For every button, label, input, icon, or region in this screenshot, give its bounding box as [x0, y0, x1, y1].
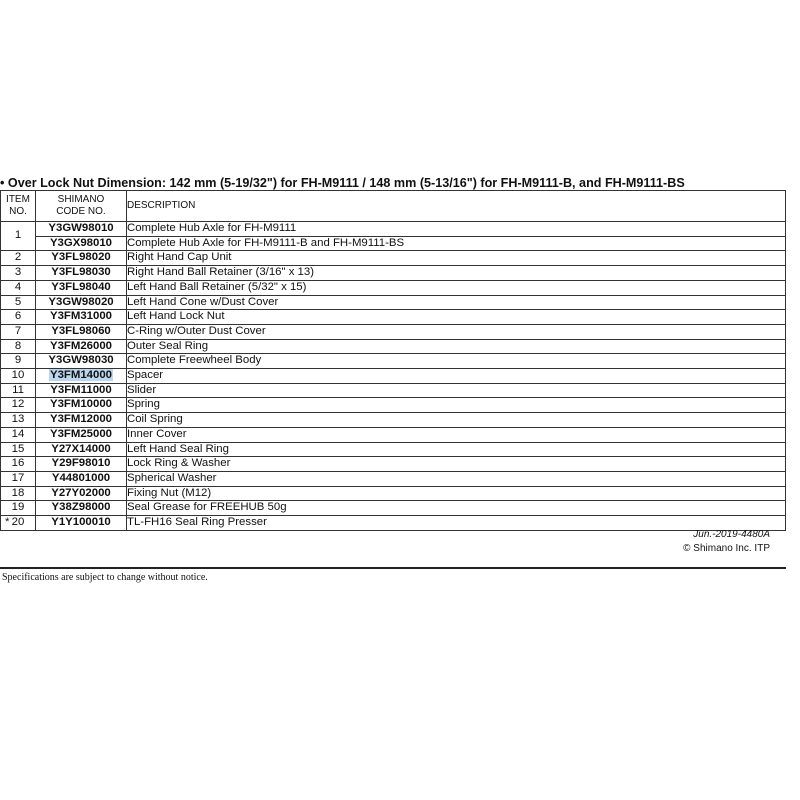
shimano-code — [36, 339, 127, 354]
item-number — [1, 471, 36, 486]
shimano-code-text: Y3FM25000 — [49, 427, 113, 440]
header-description: DESCRIPTION — [127, 191, 786, 222]
header-code-line1: SHIMANO — [57, 194, 105, 205]
shimano-code-text: Y3GX98010 — [49, 236, 113, 249]
table-row — [1, 383, 786, 398]
item-number — [1, 324, 36, 339]
shimano-code-text: Y3FM11000 — [50, 383, 112, 396]
shimano-code-text: Y3FM12000 — [49, 413, 113, 426]
part-description: Left Hand Cone w/Dust Cover — [127, 295, 786, 310]
shimano-code — [36, 354, 127, 369]
item-number — [1, 369, 36, 384]
shimano-code — [36, 251, 127, 266]
part-description: Left Hand Seal Ring — [127, 442, 786, 457]
specifications-notice: Specifications are subject to change without notice. — [2, 572, 208, 583]
part-description: Right Hand Cap Unit — [127, 251, 786, 266]
item-number — [1, 280, 36, 295]
item-number — [1, 501, 36, 516]
shimano-code — [36, 369, 127, 384]
shimano-code-text: Y27X14000 — [51, 442, 111, 455]
shimano-code — [36, 398, 127, 413]
shimano-code-text: Y27Y02000 — [51, 486, 111, 499]
part-description: Right Hand Ball Retainer (3/16" x 13) — [127, 266, 786, 281]
shimano-code-text: Y3GW98020 — [48, 295, 114, 308]
part-description: C-Ring w/Outer Dust Cover — [127, 324, 786, 339]
shimano-code — [36, 457, 127, 472]
table-row — [1, 354, 786, 369]
table-row — [1, 236, 786, 251]
parts-table — [0, 190, 786, 531]
shimano-code — [36, 486, 127, 501]
shimano-code — [36, 310, 127, 325]
table-row — [1, 486, 786, 501]
table-row — [1, 369, 786, 384]
item-number-text: 10 — [11, 369, 25, 382]
shimano-code-text: Y3FL98040 — [51, 280, 111, 293]
table-row — [1, 266, 786, 281]
shimano-code-text: Y44801000 — [51, 471, 111, 484]
item-number — [1, 442, 36, 457]
shimano-code-text: Y29F98010 — [51, 457, 111, 470]
shimano-code-text: Y3FM10000 — [49, 398, 113, 411]
item-number-text: 4 — [14, 280, 22, 293]
table-row — [1, 398, 786, 413]
shimano-code-text: Y3FM14000 — [49, 369, 113, 382]
table-row — [1, 457, 786, 472]
part-description: Inner Cover — [127, 427, 786, 442]
shimano-code-text: Y3GW98030 — [48, 354, 114, 367]
table-row — [1, 427, 786, 442]
part-description: Spring — [127, 398, 786, 413]
item-number-text: 5 — [14, 295, 22, 308]
part-description: Outer Seal Ring — [127, 339, 786, 354]
footer-divider — [0, 567, 786, 569]
table-row — [1, 280, 786, 295]
shimano-code — [36, 471, 127, 486]
item-number-text: 16 — [11, 457, 25, 470]
table-row — [1, 222, 786, 237]
part-description: Complete Hub Axle for FH-M9111-B and FH-M9111-BS — [127, 236, 786, 251]
shimano-code-text: Y3FL98060 — [51, 324, 111, 337]
table-header-row — [1, 191, 786, 222]
shimano-code — [36, 383, 127, 398]
item-number-text: 15 — [11, 442, 25, 455]
parts-table-body — [1, 222, 786, 531]
item-number-text: 7 — [14, 324, 22, 337]
shimano-code — [36, 442, 127, 457]
part-description: Fixing Nut (M12) — [127, 486, 786, 501]
shimano-code-text: Y3GW98010 — [48, 222, 114, 234]
shimano-code — [36, 280, 127, 295]
item-number — [1, 310, 36, 325]
table-row — [1, 295, 786, 310]
item-number-text: 11 — [12, 383, 24, 396]
header-code-no — [36, 191, 127, 222]
item-number — [1, 457, 36, 472]
table-row — [1, 251, 786, 266]
shimano-code — [36, 427, 127, 442]
item-number-text: 19 — [11, 501, 25, 514]
shimano-code-text: Y3FM31000 — [49, 310, 113, 323]
item-number-text: 12 — [11, 398, 25, 411]
table-row — [1, 310, 786, 325]
shimano-code — [36, 324, 127, 339]
part-description: Spherical Washer — [127, 471, 786, 486]
shimano-code-text: Y3FL98020 — [51, 251, 111, 264]
header-item-no — [1, 191, 36, 222]
item-number-text: 9 — [14, 354, 22, 367]
table-row — [1, 413, 786, 428]
shimano-code — [36, 516, 127, 531]
shimano-code — [36, 236, 127, 251]
item-number-text: 2 — [14, 251, 22, 264]
item-number-text: 14 — [11, 427, 25, 440]
item-number — [1, 354, 36, 369]
table-row — [1, 339, 786, 354]
item-number: 1 — [1, 222, 36, 251]
document-id: Jun.-2019-4480A — [693, 529, 770, 540]
item-number-text: 20 — [11, 516, 25, 529]
part-description: Left Hand Lock Nut — [127, 310, 786, 325]
part-description: Complete Hub Axle for FH-M9111 — [127, 222, 786, 237]
part-description: Lock Ring & Washer — [127, 457, 786, 472]
table-row — [1, 471, 786, 486]
item-number-text: 18 — [11, 486, 25, 499]
item-number-text: 6 — [14, 310, 22, 323]
item-number — [1, 486, 36, 501]
item-number — [1, 251, 36, 266]
table-row — [1, 324, 786, 339]
item-number — [1, 266, 36, 281]
item-number — [1, 413, 36, 428]
item-number — [1, 427, 36, 442]
part-description: TL-FH16 Seal Ring Presser — [127, 516, 786, 531]
table-row — [1, 516, 786, 531]
header-item-line2: NO. — [9, 206, 27, 217]
part-description: Spacer — [127, 369, 786, 384]
part-description: Coil Spring — [127, 413, 786, 428]
item-number — [1, 339, 36, 354]
item-mark: * — [5, 516, 10, 529]
item-number-text: 17 — [11, 471, 25, 484]
shimano-code — [36, 266, 127, 281]
item-number — [1, 383, 36, 398]
header-code-line2: CODE NO. — [56, 206, 106, 217]
header-item-line1: ITEM — [6, 194, 30, 205]
item-number — [1, 398, 36, 413]
item-number-text: 13 — [11, 413, 25, 426]
shimano-code-text: Y3FM26000 — [49, 339, 113, 352]
item-number-text: 8 — [14, 339, 22, 352]
part-description: Complete Freewheel Body — [127, 354, 786, 369]
item-number — [1, 295, 36, 310]
table-row — [1, 501, 786, 516]
item-number-text: 3 — [14, 266, 22, 279]
part-description: Slider — [127, 383, 786, 398]
part-description: Seal Grease for FREEHUB 50g — [127, 501, 786, 516]
shimano-code — [36, 413, 127, 428]
shimano-code — [36, 222, 127, 237]
part-description: Left Hand Ball Retainer (5/32" x 15) — [127, 280, 786, 295]
copyright-notice: © Shimano Inc. ITP — [683, 543, 770, 554]
table-row — [1, 442, 786, 457]
item-number — [1, 516, 36, 531]
shimano-code-text: Y3FL98030 — [51, 266, 111, 279]
shimano-code-text: Y38Z98000 — [51, 501, 111, 514]
shimano-code — [36, 295, 127, 310]
shimano-code-text: Y1Y100010 — [51, 516, 111, 529]
dimension-heading: • Over Lock Nut Dimension: 142 mm (5-19/32") for FH-M9111 / 148 mm (5-13/16") for FH-M9111-B, and FH-M9111-BS — [0, 176, 685, 190]
shimano-code — [36, 501, 127, 516]
